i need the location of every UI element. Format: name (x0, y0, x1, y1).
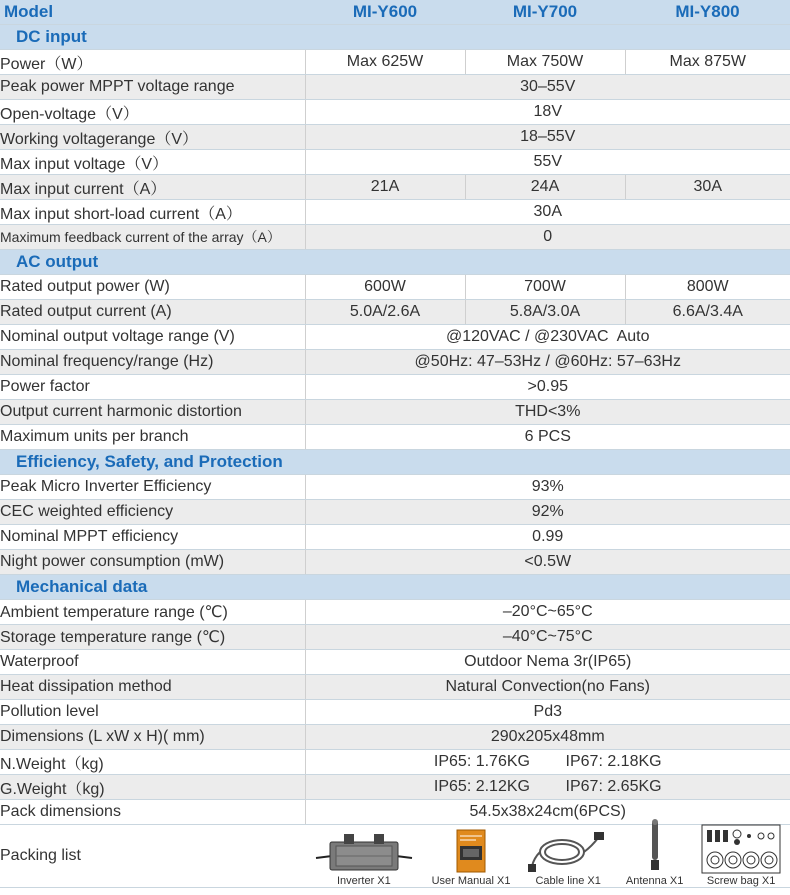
spec-label: Peak power MPPT voltage range (0, 75, 305, 100)
section-title: Mechanical data (0, 575, 790, 600)
packing-label: Packing list (0, 825, 305, 888)
spec-value: 18V (305, 100, 790, 125)
spec-value: 5.8A/3.0A (465, 300, 625, 325)
packing-row (0, 825, 790, 888)
spec-value: @50Hz: 47–53Hz / @60Hz: 57–63Hz (305, 350, 790, 375)
spec-value: 30A (305, 200, 790, 225)
packing-item-caption: Inverter X1 (336, 875, 391, 887)
spec-value: Natural Convection(no Fans) (305, 675, 790, 700)
packing-item (432, 828, 511, 887)
spec-row (0, 725, 790, 750)
spec-label: Pollution level (0, 700, 305, 725)
model-name: MI-Y600 (305, 0, 465, 25)
spec-label: Rated output current (A) (0, 300, 305, 325)
spec-row (0, 625, 790, 650)
spec-value: 93% (305, 475, 790, 500)
spec-label: Nominal frequency/range (Hz) (0, 350, 305, 375)
spec-label: Nominal output voltage range (V) (0, 325, 305, 350)
spec-value: 800W (625, 275, 790, 300)
spec-row (0, 600, 790, 625)
spec-value: –20°C~65°C (305, 600, 790, 625)
spec-value: Outdoor Nema 3r(IP65) (305, 650, 790, 675)
spec-row (0, 675, 790, 700)
section-title: AC output (0, 250, 790, 275)
packing-item-caption: User Manual X1 (431, 875, 511, 887)
packing-item (701, 824, 781, 887)
spec-label: Dimensions (L xW x H)( mm) (0, 725, 305, 750)
spec-row (0, 525, 790, 550)
spec-row (0, 175, 790, 200)
spec-label: CEC weighted efficiency (0, 500, 305, 525)
spec-label: Max input voltage（V） (0, 150, 305, 175)
spec-label: G.Weight（kg) (0, 775, 305, 800)
spec-value: 600W (305, 275, 465, 300)
packing-item-caption: Cable line X1 (535, 875, 601, 887)
header-row (0, 0, 790, 25)
screw-bag-icon (701, 824, 781, 874)
spec-value: THD<3% (305, 400, 790, 425)
spec-value: IP65: 2.12KG IP67: 2.65KG (305, 775, 790, 800)
spec-label: Working voltagerange（V） (0, 125, 305, 150)
spec-value: 30–55V (305, 75, 790, 100)
packing-items (305, 825, 790, 888)
spec-row (0, 400, 790, 425)
spec-label: Maximum units per branch (0, 425, 305, 450)
spec-value: <0.5W (305, 550, 790, 575)
manual-icon (451, 828, 491, 874)
spec-row (0, 700, 790, 725)
section-title: Efficiency, Safety, and Protection (0, 450, 790, 475)
spec-row (0, 500, 790, 525)
spec-row (0, 200, 790, 225)
spec-value: 0.99 (305, 525, 790, 550)
spec-value: 700W (465, 275, 625, 300)
spec-value: Max 875W (625, 50, 790, 75)
spec-row (0, 75, 790, 100)
spec-value: 24A (465, 175, 625, 200)
packing-item (528, 828, 608, 887)
spec-label: Max input short-load current（A） (0, 200, 305, 225)
packing-item-caption: Antenna X1 (625, 875, 684, 887)
spec-row (0, 650, 790, 675)
spec-row (0, 125, 790, 150)
section-title: DC input (0, 25, 790, 50)
spec-label: Peak Micro Inverter Efficiency (0, 475, 305, 500)
inverter-icon (314, 828, 414, 874)
spec-label: Max input current（A） (0, 175, 305, 200)
spec-row (0, 550, 790, 575)
spec-row (0, 325, 790, 350)
cable-icon (528, 828, 608, 874)
spec-value: 290x205x48mm (305, 725, 790, 750)
section-header-row (0, 450, 790, 475)
spec-value: @120VAC / @230VAC Auto (305, 325, 790, 350)
spec-label: Open-voltage（V） (0, 100, 305, 125)
section-header-row (0, 575, 790, 600)
spec-row (0, 750, 790, 775)
antenna-icon (645, 818, 665, 874)
spec-row (0, 275, 790, 300)
spec-value: 54.5x38x24cm(6PCS) (305, 800, 790, 825)
spec-value: 0 (305, 225, 790, 250)
spec-row (0, 375, 790, 400)
spec-label: Power factor (0, 375, 305, 400)
packing-item (314, 828, 414, 887)
spec-value: IP65: 1.76KG IP67: 2.18KG (305, 750, 790, 775)
model-name: MI-Y800 (625, 0, 790, 25)
spec-label: Ambient temperature range (℃) (0, 600, 305, 625)
spec-value: Pd3 (305, 700, 790, 725)
packing-item (626, 818, 684, 887)
spec-label: Rated output power (W) (0, 275, 305, 300)
spec-value: Max 750W (465, 50, 625, 75)
spec-row (0, 100, 790, 125)
spec-value: 21A (305, 175, 465, 200)
spec-label: Heat dissipation method (0, 675, 305, 700)
spec-label: Output current harmonic distortion (0, 400, 305, 425)
spec-value: >0.95 (305, 375, 790, 400)
spec-row (0, 350, 790, 375)
section-header-row (0, 25, 790, 50)
section-header-row (0, 250, 790, 275)
spec-label: Maximum feedback current of the array（A） (0, 225, 305, 250)
spec-row (0, 425, 790, 450)
spec-value: 92% (305, 500, 790, 525)
model-name: MI-Y700 (465, 0, 625, 25)
spec-row (0, 225, 790, 250)
spec-label: Pack dimensions (0, 800, 305, 825)
spec-row (0, 775, 790, 800)
spec-row (0, 475, 790, 500)
spec-value: 5.0A/2.6A (305, 300, 465, 325)
spec-row (0, 50, 790, 75)
spec-label: Power（W） (0, 50, 305, 75)
spec-label: Waterproof (0, 650, 305, 675)
spec-value: 6 PCS (305, 425, 790, 450)
packing-item-caption: Screw bag X1 (706, 875, 776, 887)
spec-value: –40°C~75°C (305, 625, 790, 650)
spec-value: 6.6A/3.4A (625, 300, 790, 325)
spec-value: Max 625W (305, 50, 465, 75)
spec-row (0, 150, 790, 175)
spec-row (0, 300, 790, 325)
spec-label: Storage temperature range (℃) (0, 625, 305, 650)
spec-value: 30A (625, 175, 790, 200)
spec-label: N.Weight（kg) (0, 750, 305, 775)
spec-label: Nominal MPPT efficiency (0, 525, 305, 550)
spec-label: Night power consumption (mW) (0, 550, 305, 575)
spec-value: 18–55V (305, 125, 790, 150)
spec-value: 55V (305, 150, 790, 175)
model-header: Model (0, 0, 305, 25)
